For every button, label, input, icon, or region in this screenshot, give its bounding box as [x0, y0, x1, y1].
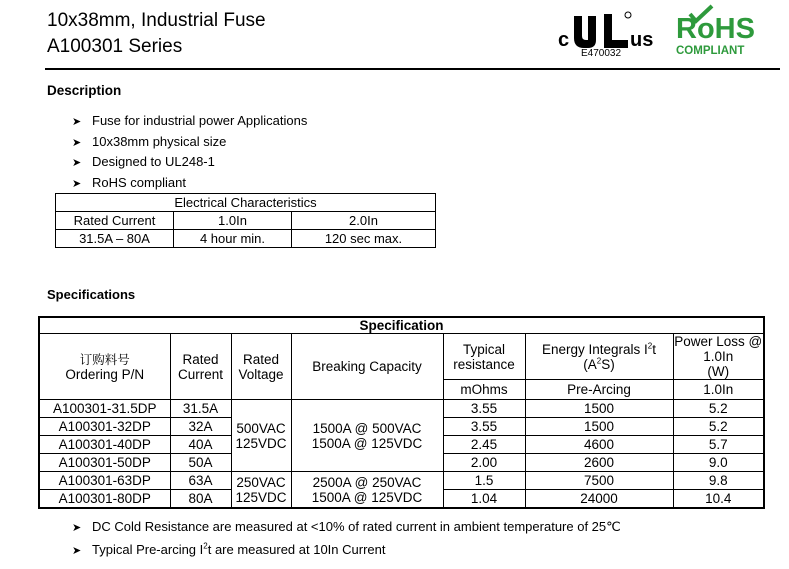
- table-cell: 9.8: [673, 472, 764, 490]
- arrow-bullet-icon: ➤: [72, 136, 82, 149]
- table-cell: 24000: [525, 490, 673, 509]
- header-text: Voltage: [238, 366, 284, 382]
- list-item: [72, 173, 307, 194]
- header-text: Current: [177, 366, 223, 382]
- table-cell: 4 hour min.: [174, 230, 292, 248]
- list-item-text: 10x38mm physical size: [92, 133, 227, 149]
- description-list: [72, 111, 307, 193]
- table-cell: A100301-31.5DP: [39, 400, 170, 418]
- table-cell: A100301-63DP: [39, 472, 170, 490]
- table-caption: Electrical Characteristics: [56, 194, 436, 212]
- unit-cell: 1.0In: [673, 380, 764, 400]
- table-cell: 4600: [525, 436, 673, 454]
- table-cell: 1500: [525, 400, 673, 418]
- page-title: 10x38mm, Industrial Fuse: [47, 10, 266, 31]
- header-en-text: Ordering P/N: [65, 366, 145, 382]
- header-text: Rated: [182, 351, 219, 367]
- column-header-rated-current: [170, 334, 231, 400]
- arrow-bullet-icon: ➤: [72, 522, 82, 534]
- ul-us-text: us: [630, 29, 654, 51]
- column-header-ordering: [39, 334, 170, 400]
- electrical-characteristics-table: [55, 193, 436, 248]
- header-text: Power Loss @: [674, 334, 763, 349]
- table-cell: A100301-50DP: [39, 454, 170, 472]
- column-header-breaking-capacity: Breaking Capacity: [291, 334, 443, 400]
- table-cell: 5.2: [673, 400, 764, 418]
- notes-list: [72, 515, 621, 561]
- arrow-bullet-icon: ➤: [72, 157, 82, 169]
- table-cell: A100301-32DP: [39, 418, 170, 436]
- arrow-bullet-icon: ➤: [72, 545, 82, 557]
- table-cell: 7500: [525, 472, 673, 490]
- table-cell: 1.5: [443, 472, 525, 490]
- table-cell: 40A: [170, 436, 231, 454]
- column-header-rated-voltage: [231, 334, 291, 400]
- table-cell: 31.5A – 80A: [56, 230, 174, 248]
- header-text: 1.0In: [703, 349, 734, 364]
- specification-table: [38, 316, 765, 509]
- table-row: [39, 472, 764, 490]
- ul-file-number: E470032: [581, 48, 622, 59]
- table-cell: 63A: [170, 472, 231, 490]
- description-heading: Description: [47, 83, 122, 98]
- list-item: [72, 515, 621, 538]
- unit-cell: Pre-Arcing: [525, 380, 673, 400]
- table-cell: 50A: [170, 454, 231, 472]
- table-cell: 2600: [525, 454, 673, 472]
- table-cell: 31.5A: [170, 400, 231, 418]
- column-header-energy: [525, 334, 673, 380]
- table-cell: 2.00: [443, 454, 525, 472]
- rohs-logo: RoHS: [676, 13, 755, 45]
- voltage-group-cell: 500VAC 125VDC: [231, 400, 291, 472]
- breaking-group-cell: 2500A @ 250VAC 1500A @ 125VDC: [291, 472, 443, 509]
- list-item: [72, 111, 307, 132]
- table-header: 1.0In: [174, 212, 292, 230]
- table-cell: 5.2: [673, 418, 764, 436]
- table-header: 2.0In: [292, 212, 436, 230]
- table-cell: 3.55: [443, 400, 525, 418]
- table-cell: 3.55: [443, 418, 525, 436]
- header-divider: [45, 68, 780, 70]
- specifications-heading: Specifications: [47, 287, 136, 302]
- list-item-text: RoHS compliant: [92, 174, 186, 190]
- unit-cell: mOhms: [443, 380, 525, 400]
- table-cell: A100301-80DP: [39, 490, 170, 509]
- table-cell: 120 sec max.: [292, 230, 436, 248]
- table-cell: 32A: [170, 418, 231, 436]
- table-cell: 5.7: [673, 436, 764, 454]
- list-item-text: Designed to UL248-1: [92, 154, 215, 169]
- note-text: DC Cold Resistance are measured at <10% of rated current in ambient temperature of 25℃: [92, 519, 621, 534]
- table-cell: 10.4: [673, 490, 764, 509]
- list-item-text: Fuse for industrial power Applications: [92, 113, 308, 128]
- table-row: [39, 400, 764, 418]
- header-text: $(A^2S)$: [583, 356, 615, 372]
- arrow-bullet-icon: ➤: [72, 177, 82, 190]
- table-cell: A100301-40DP: [39, 436, 170, 454]
- header-text: Energy Integrals $I^2t$: [541, 341, 657, 357]
- table-cell: 1500: [525, 418, 673, 436]
- note-text: Typical Pre-arcing $I^2t$ are measured at 10In Current: [92, 541, 386, 557]
- table-header: Rated Current: [56, 212, 174, 230]
- ul-c-text: c: [558, 29, 570, 51]
- table-caption: Specification: [39, 317, 764, 334]
- header-text: Rated: [242, 351, 280, 367]
- arrow-bullet-icon: ➤: [72, 116, 82, 128]
- header-cn-text: 订购料号: [79, 351, 130, 367]
- voltage-group-cell: 250VAC 125VDC: [231, 472, 291, 509]
- header-text: (W): [707, 364, 730, 379]
- list-item: [72, 538, 621, 561]
- table-cell: 9.0: [673, 454, 764, 472]
- list-item: [72, 152, 307, 173]
- header-text: Typical: [462, 341, 506, 357]
- column-header-power-loss: [673, 334, 764, 380]
- table-cell: 80A: [170, 490, 231, 509]
- table-cell: 1.04: [443, 490, 525, 509]
- breaking-group-cell: 1500A @ 500VAC 1500A @ 125VDC: [291, 400, 443, 472]
- table-cell: 2.45: [443, 436, 525, 454]
- series-title: A100301 Series: [47, 36, 183, 57]
- column-header-resistance: [443, 334, 525, 380]
- rohs-compliant-label: COMPLIANT: [676, 45, 745, 57]
- header-text: resistance: [453, 356, 515, 372]
- list-item: [72, 132, 307, 153]
